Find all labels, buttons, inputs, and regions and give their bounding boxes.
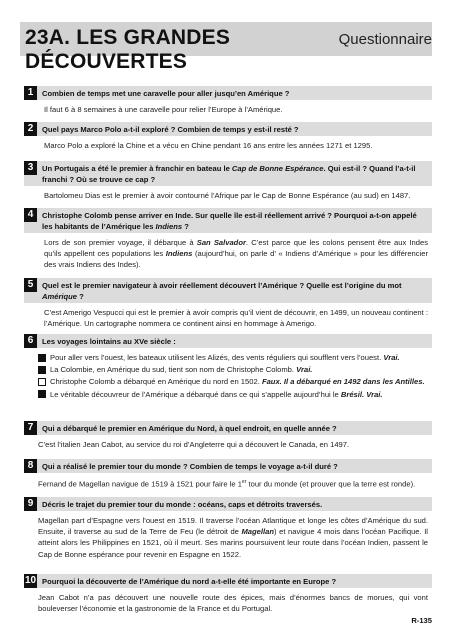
list-item [38, 376, 428, 387]
question-block-5 [24, 278, 432, 329]
question-header [24, 122, 432, 136]
true-false-list [24, 352, 432, 400]
list-item [38, 389, 428, 400]
question-number: 7 [24, 421, 37, 435]
checked-box-icon [38, 354, 46, 362]
answer-text: Lors de son premier voyage, il débarque à San Salvador. C’est parce que les colons pensent être aux Indes qu’ils appellent ces populations les Indiens (aujourd’hui, on parle d’ « Indiens d’Amérique » pour les différencier des vrais Indiens des Indes). [44, 238, 429, 270]
question-header [24, 208, 432, 233]
question-number: 5 [24, 278, 37, 292]
answer-text: Magellan part d’Espagne vers l’ouest en 1519. Il traverse l’océan Atlantique et longe les côtes d’Amérique du sud. Ensuite, il traverse au sud de la Terre de Feu (le détroit de Magellan) et navigue 4 mois dans l’océan Pacifique. Il atteint alors les Philippines en 1521, où il meurt. Ses marins poursuivent leur route dans l’océan Indien, passent le Cap de Bonne espérance pour revenir en Espagne en 1522. [38, 516, 428, 559]
item-text: La Colombie, en Amérique du sud, tient son nom de Christophe Colomb. Vrai. [50, 365, 313, 375]
answer-text: C’est Amerigo Vespucci qui est le premier à avoir compris qu’il vient de découvrir, en 1499, un nouveau continent : l’Amérique. Un cartographe nommera ce continent ainsi en hommage à Amerigo. [44, 308, 428, 329]
item-text: Christophe Colomb a débarqué en Amérique du nord en 1502. Faux. Il a débarqué en 1492 dans les Antilles. [50, 377, 425, 387]
question-header [24, 86, 432, 100]
unchecked-box-icon [38, 378, 46, 386]
question-block-6 [24, 334, 432, 401]
answer-text: Jean Cabot n’a pas découvert une nouvelle route des épices, mais d’énormes bancs de morues, qui vont bouleverser l’économie et la gastronomie de la France et du Portugal. [38, 593, 428, 614]
answer-text: Il faut 6 à 8 semaines à une caravelle pour relier l’Europe à l’Amérique. [44, 105, 283, 114]
question-block-1 [24, 86, 432, 115]
answer-text: Fernand de Magellan navigue de 1519 à 1521 pour faire le 1er tour du monde (et prouver que la terre est ronde). [38, 479, 416, 489]
question-block-3 [24, 161, 432, 201]
question-number: 1 [24, 86, 37, 100]
checked-box-icon [38, 366, 46, 374]
question-text: Décris le trajet du premier tour du monde : océans, caps et détroits traversés. [42, 500, 323, 509]
question-text: Un Portugais a été le premier à franchir en bateau le Cap de Bonne Espérance. Qui est-il ? Quand l’a-t-il franchi ? Où se trouve ce cap ? [42, 164, 416, 184]
list-item [38, 352, 428, 363]
list-item [38, 364, 428, 375]
question-header [24, 574, 432, 588]
question-text: Quel pays Marco Polo a-t-il exploré ? Combien de temps y est-il resté ? [42, 125, 299, 134]
question-block-2 [24, 122, 432, 151]
question-text: Qui a réalisé le premier tour du monde ? Combien de temps le voyage a-t-il duré ? [42, 462, 338, 471]
question-block-4 [24, 208, 432, 271]
question-header [24, 334, 432, 348]
page-title: 23A. LES GRANDES DÉCOUVERTES [25, 26, 231, 73]
question-text: Qui a débarqué le premier en Amérique du Nord, à quel endroit, en quelle année ? [42, 424, 337, 433]
page-subtitle: Questionnaire [338, 31, 432, 48]
question-block-7 [24, 421, 432, 450]
answer-text: Bartolomeu Dias est le premier à avoir contourné l’Afrique par le Cap de Bonne Espérance (au sud) en 1487. [44, 191, 411, 200]
question-text: Combien de temps met une caravelle pour aller jusqu’en Amérique ? [42, 89, 290, 98]
question-header [24, 421, 432, 435]
question-number: 10 [24, 575, 37, 586]
item-text: Pour aller vers l’ouest, les bateaux utilisent les Alizés, des vents réguliers qui soufflent vers l’ouest. Vrai. [50, 353, 400, 362]
question-header [24, 161, 432, 186]
checked-box-icon [38, 390, 46, 398]
question-header [24, 497, 432, 511]
question-number: 9 [24, 497, 37, 511]
answer-text: Marco Polo a exploré la Chine et a vécu en Chine pendant 16 ans entre les années 1271 et 1295. [44, 141, 373, 150]
question-text: Les voyages lointains au XVe siècle : [42, 337, 176, 346]
item-text: Le véritable découvreur de l’Amérique a débarqué dans ce qui s’appelle aujourd’hui le Brésil. Vrai. [50, 389, 383, 399]
question-text: Quel est le premier navigateur à avoir réellement découvert l’Amérique ? Quelle est l’origine du mot Amérique ? [42, 281, 402, 301]
question-text: Christophe Colomb pense arriver en Inde. Sur quelle île est-il réellement arrivé ? Pourquoi a-t-on appelé les habitants de l’Amérique les Indiens ? [42, 211, 417, 231]
question-number: 3 [24, 161, 37, 175]
question-number: 2 [24, 122, 37, 136]
page-number: R-135 [411, 616, 432, 625]
question-number: 6 [24, 334, 37, 348]
question-number: 4 [24, 208, 37, 222]
question-block-9 [24, 497, 432, 560]
answer-text: C’est l’italien Jean Cabot, au service du roi d’Angleterre qui a découvert le Canada, en 1497. [38, 440, 350, 449]
title-bar [20, 22, 432, 73]
question-block-8 [24, 459, 432, 490]
question-header [24, 278, 432, 303]
question-text: Pourquoi la découverte de l’Amérique du nord a-t-elle été importante en Europe ? [42, 577, 337, 586]
question-block-10 [24, 574, 432, 614]
question-header [24, 459, 432, 473]
question-number: 8 [24, 459, 37, 473]
